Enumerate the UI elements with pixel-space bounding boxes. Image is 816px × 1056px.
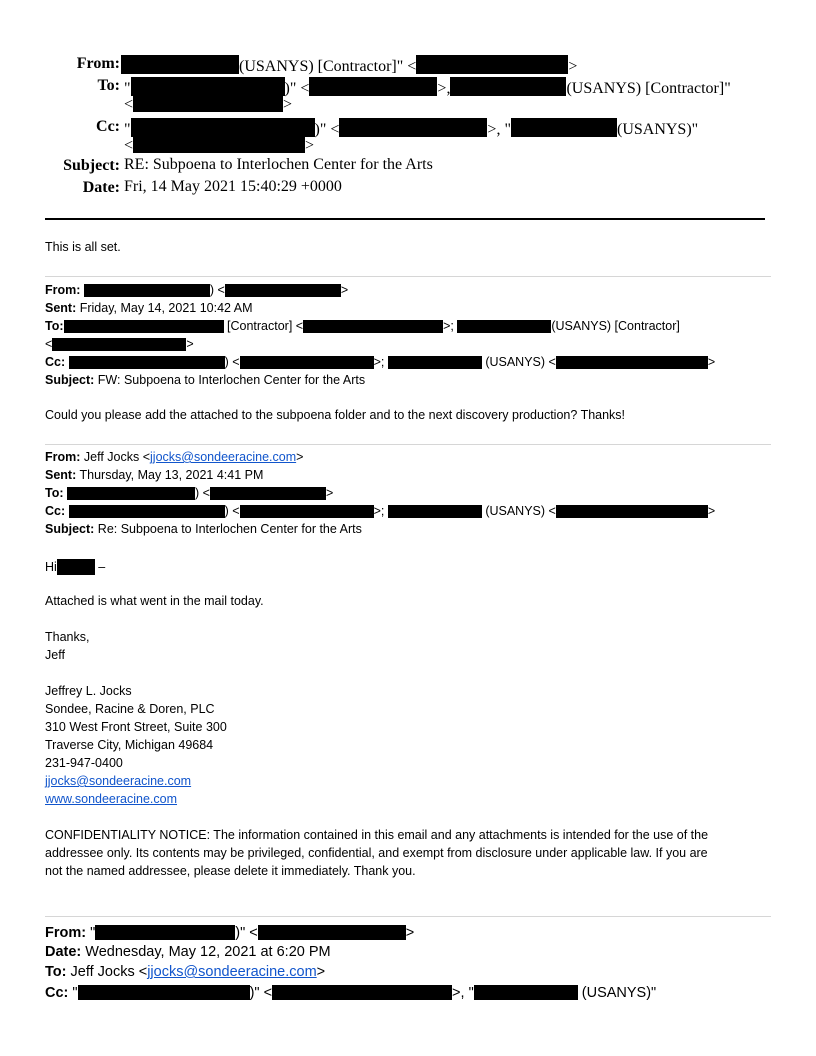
redaction [84,284,210,297]
redaction [225,284,341,297]
signature-name: Jeffrey L. Jocks [45,684,132,698]
email3-from: From: Jeff Jocks <jjocks@sondeeracine.com> [45,450,304,464]
email2-subject: Subject: FW: Subpoena to Interlochen Center for the Arts [45,373,366,387]
signature-web-link[interactable]: www.sondeeracine.com [45,792,178,806]
redaction [210,487,326,500]
confidentiality-notice-2: addressee only. Its contents may be privileged, confidential, and exempt from disclosure under applicable law. If you are [45,846,708,860]
email3-subject: Subject: Re: Subpoena to Interlochen Center for the Arts [45,522,362,536]
redaction [133,95,283,112]
redaction [450,77,566,96]
redaction [474,985,578,1000]
to-value-cont: < > [124,96,293,113]
recipient-email-link[interactable]: jjocks@sondeeracine.com [147,964,317,980]
signature-address-1: 310 West Front Street, Suite 300 [45,720,227,734]
signature-address-2: Traverse City, Michigan 49684 [45,738,214,752]
reply-body: This is all set. [45,240,121,254]
email3-body: Attached is what went in the mail today. [45,594,264,608]
email2-to-cont: < > [45,337,194,351]
redaction [309,77,437,96]
redaction [556,505,708,518]
email3-greeting: Hi – [45,560,106,574]
email3-thanks: Thanks, [45,630,90,644]
message-separator [45,444,771,445]
email4-from: From: " )" < > [45,925,415,941]
subject-label: Subject: [63,157,120,174]
redaction [388,356,482,369]
redaction [67,487,195,500]
from-label: From: [76,55,120,72]
email2-cc: Cc: ) < >; (USANYS) < > [45,355,716,369]
message-separator [45,916,771,917]
email4-date: Date: Wednesday, May 12, 2021 at 6:20 PM [45,944,331,960]
redaction [240,505,374,518]
date-label: Date: [82,179,120,196]
redaction [511,118,617,137]
redaction [78,985,250,1000]
email3-to: To: ) < > [45,486,334,500]
sender-email-link[interactable]: jjocks@sondeeracine.com [150,450,297,464]
redaction [258,925,406,940]
redaction [339,118,487,137]
subject-value: RE: Subpoena to Interlochen Center for the Arts [124,156,433,173]
date-value: Fri, 14 May 2021 15:40:29 +0000 [124,178,342,195]
from-value: (USANYS) [Contractor]" < > [121,55,577,75]
redaction [131,118,315,137]
email4-to: To: Jeff Jocks <jjocks@sondeeracine.com> [45,964,326,980]
redaction [388,505,482,518]
signature-firm: Sondee, Racine & Doren, PLC [45,702,215,716]
email2-sent: Sent: Friday, May 14, 2021 10:42 AM [45,301,253,315]
email2-to: To: [Contractor] < >; (USANYS) [Contractor] [45,319,680,333]
message-separator [45,276,771,277]
email2-from: From: ) < > [45,283,349,297]
redaction [52,338,186,351]
redaction [95,925,235,940]
confidentiality-notice-1: CONFIDENTIALITY NOTICE: The information contained in this email and any attachments is intended for the use of the [45,828,709,842]
email3-sent: Sent: Thursday, May 13, 2021 4:41 PM [45,468,264,482]
confidentiality-notice-3: not the named addressee, please delete it immediately. Thank you. [45,864,416,878]
email4-cc: Cc: " )" < >, " (USANYS)" [45,985,657,1001]
redaction [121,55,239,74]
email3-name: Jeff [45,648,65,662]
to-label: To: [97,77,120,94]
signature-phone: 231-947-0400 [45,756,123,770]
redaction [133,136,305,153]
to-value: " )" < >, (USANYS) [Contractor]" [124,77,731,97]
header-divider [45,218,765,220]
cc-value: " )" < >, " (USANYS)" [124,118,698,138]
redaction [556,356,708,369]
redaction [457,320,551,333]
redaction [57,559,95,575]
email3-cc: Cc: ) < >; (USANYS) < > [45,504,716,518]
redaction [240,356,374,369]
cc-value-cont: < > [124,137,315,154]
redaction [64,320,224,333]
redaction [272,985,452,1000]
redaction [69,505,225,518]
redaction [69,356,225,369]
redaction [131,77,285,96]
cc-label: Cc: [96,118,120,135]
redaction [303,320,443,333]
signature-email-link[interactable]: jjocks@sondeeracine.com [45,774,192,788]
redaction [416,55,568,74]
email2-body: Could you please add the attached to the subpoena folder and to the next discovery production? Thanks! [45,408,626,422]
